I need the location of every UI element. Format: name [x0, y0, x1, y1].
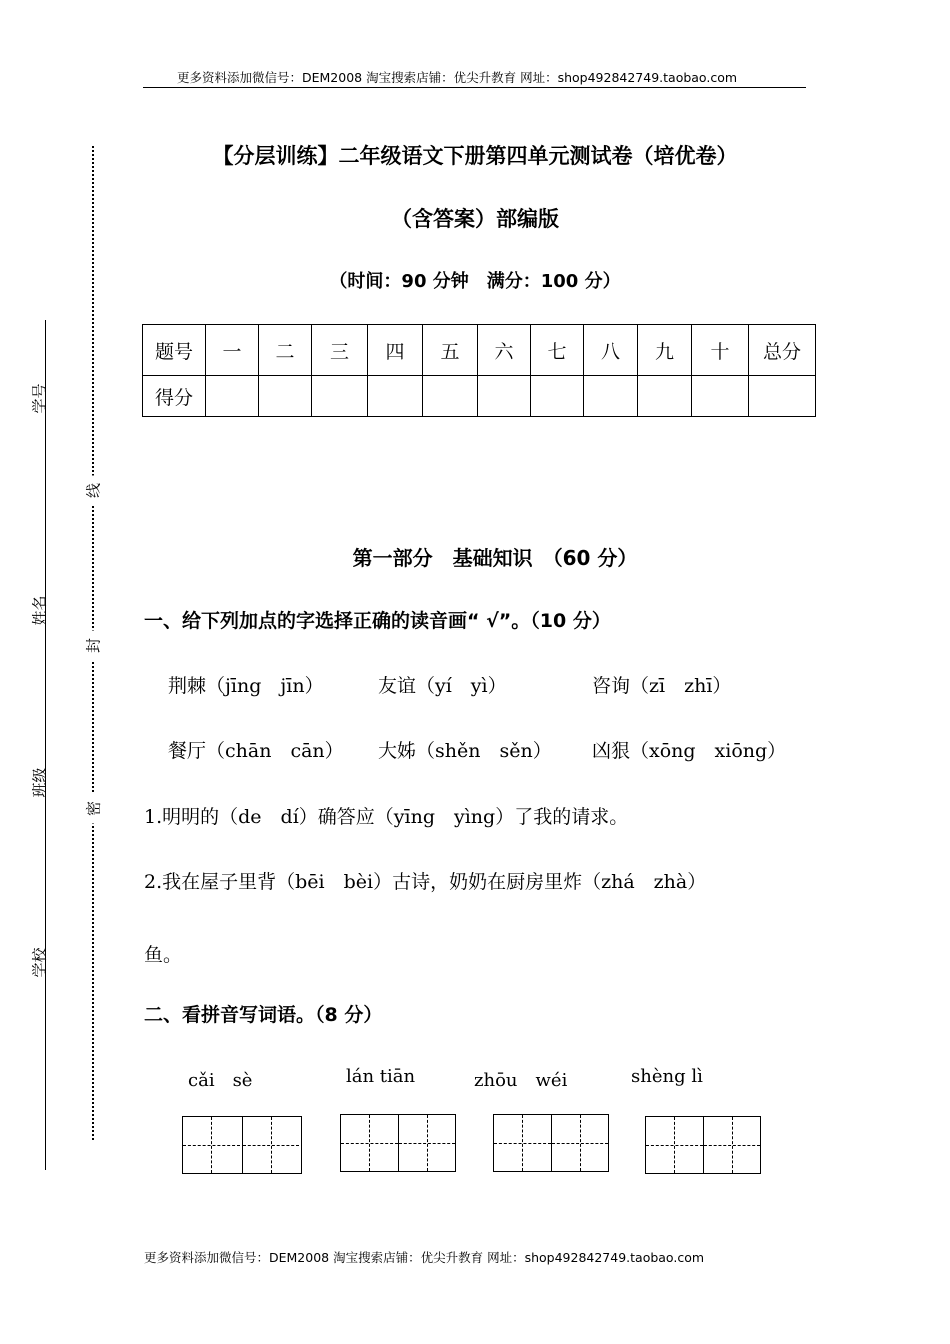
score-header-cell: 四 [368, 325, 423, 376]
q1-item: 友谊（yí yì） [378, 675, 507, 697]
q2-heading: 二、看拼音写词语。（8 分） [144, 1004, 383, 1026]
page-subtitle: （含答案）部编版 [391, 207, 559, 231]
score-header-cell: 五 [423, 325, 478, 376]
q2-pinyin: shèng lì [631, 1066, 703, 1087]
writing-grid[interactable] [182, 1116, 302, 1174]
score-blank-cell[interactable] [531, 376, 584, 417]
q1-item: 餐厅（chān cān） [168, 740, 344, 762]
grid-cell[interactable] [183, 1117, 240, 1173]
q1-item: 凶狠（xōng xiōng） [592, 740, 787, 762]
time-info: （时间：90 分钟 满分：100 分） [329, 271, 621, 292]
score-blank-cell[interactable] [259, 376, 312, 417]
school-label: 学校 [30, 947, 49, 978]
score-blank-cell[interactable] [584, 376, 638, 417]
page-title: 【分层训练】二年级语文下册第四单元测试卷（培优卷） [212, 144, 738, 168]
score-blank-cell[interactable] [692, 376, 749, 417]
grid-cell[interactable] [703, 1117, 760, 1173]
page-header: 更多资料添加微信号：DEM2008 淘宝搜索店铺：优尖升教育 网址：shop492842749.taobao.com [177, 70, 738, 85]
q2-pinyin: lán tiān [346, 1066, 416, 1087]
seal-label: 封 [83, 631, 104, 661]
score-blank-cell[interactable] [638, 376, 692, 417]
grid-cell[interactable] [341, 1115, 398, 1171]
q2-pinyin: cǎi sè [188, 1070, 253, 1091]
score-header-cell: 一 [206, 325, 259, 376]
q1-item: 荆棘（jīng jīn） [168, 675, 324, 697]
grid-cell[interactable] [646, 1117, 703, 1173]
q2-pinyin: zhōu wéi [474, 1070, 568, 1091]
writing-grid[interactable] [493, 1114, 609, 1172]
q1-item: 咨询（zī zhī） [592, 675, 732, 697]
score-header-cell: 三 [312, 325, 368, 376]
score-blank-cell[interactable] [206, 376, 259, 417]
score-header-cell: 六 [478, 325, 531, 376]
score-header-cell: 九 [638, 325, 692, 376]
student-name-label: 姓名 [30, 595, 49, 626]
score-blank-cell[interactable] [478, 376, 531, 417]
grid-cell[interactable] [242, 1117, 299, 1173]
score-blank-cell[interactable] [312, 376, 368, 417]
name-field-line [45, 320, 46, 1170]
page-footer: 更多资料添加微信号：DEM2008 淘宝搜索店铺：优尖升教育 网址：shop492842749.taobao.com [144, 1250, 705, 1265]
score-header-cell: 十 [692, 325, 749, 376]
seal-line-label: 线 [83, 476, 104, 506]
secret-label: 密 [83, 794, 104, 824]
writing-grid[interactable] [340, 1114, 456, 1172]
score-header-cell: 七 [531, 325, 584, 376]
score-header-cell: 题号 [143, 325, 206, 376]
score-header-cell: 总分 [749, 325, 816, 376]
grid-cell[interactable] [551, 1115, 608, 1171]
q1-heading: 一、给下列加点的字选择正确的读音画“ √”。（10 分） [144, 610, 611, 632]
grid-cell[interactable] [398, 1115, 455, 1171]
grid-cell[interactable] [494, 1115, 551, 1171]
class-label: 班级 [30, 767, 49, 798]
score-row-label: 得分 [143, 376, 206, 417]
q1-sentence-2: 2.我在屋子里背（bēi bèi）古诗，奶奶在厨房里炸（zhá zhà） [144, 871, 707, 893]
score-blank-cell[interactable] [749, 376, 816, 417]
header-rule [143, 87, 806, 88]
q1-sentence-1: 1.明明的（de dí）确答应（yīng yìng）了我的请求。 [144, 806, 629, 828]
student-number-label: 学号 [30, 383, 49, 414]
q1-sentence-2-cont: 鱼。 [144, 944, 183, 966]
score-blank-cell[interactable] [368, 376, 423, 417]
q1-item: 大姊（shěn sěn） [378, 740, 552, 762]
part1-heading: 第一部分 基础知识 （60 分） [352, 546, 638, 570]
score-blank-cell[interactable] [423, 376, 478, 417]
score-header-cell: 八 [584, 325, 638, 376]
score-table [142, 324, 816, 417]
writing-grid[interactable] [645, 1116, 761, 1174]
score-header-cell: 二 [259, 325, 312, 376]
